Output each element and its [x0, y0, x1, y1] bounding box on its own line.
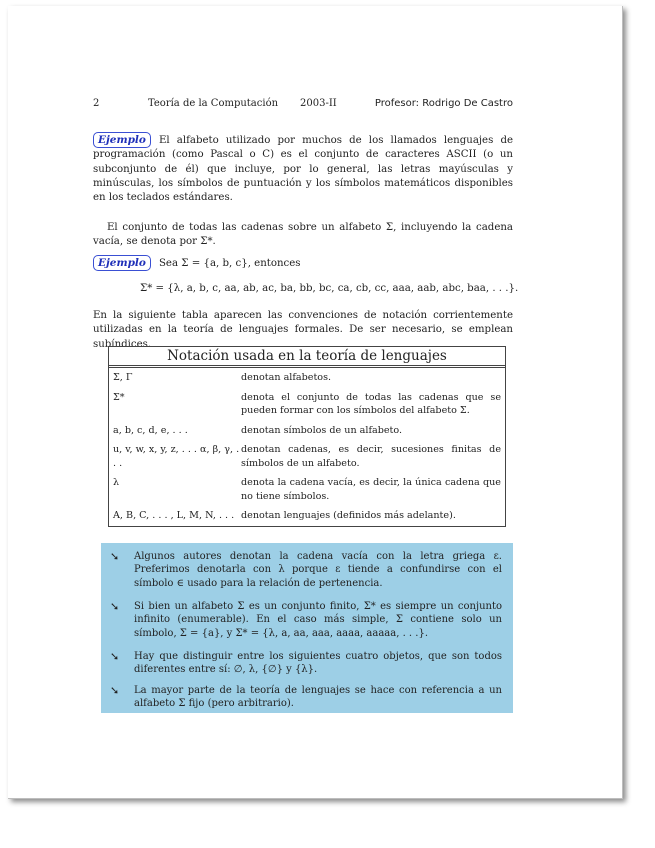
example-1-text: El alfabeto utilizado por muchos de los llamados lenguajes de programación (como Pascal o C) es el conjunto de caracteres ASCII (o un subconjunto de él) que incluye, por lo general, las letras mayúsculas y minúsculas, los símbolos de puntuación y los símbolos matemáticos disponibles en los teclados estándares.: [93, 135, 513, 204]
table-row: [109, 473, 505, 506]
table-row: [109, 421, 505, 441]
kleene-formula: Σ* = {λ, a, b, c, aa, ab, ac, ba, bb, bc, ca, cb, cc, aaa, aab, abc, baa, . . .}.: [140, 283, 519, 294]
term: 2003-II: [300, 98, 337, 109]
arrow-bullet-icon: ➘: [110, 550, 120, 563]
note-item: [112, 650, 502, 677]
note-text: Si bien un alfabeto Σ es un conjunto finito, Σ* es siempre un conjunto infinito (enumerable). En el caso más simple, Σ contiene solo un símbolo, Σ = {a}, y Σ* = {λ, a, aa, aaa, aaaa, aaaaa, . . .}.: [134, 601, 502, 639]
arrow-bullet-icon: ➘: [110, 600, 120, 613]
meaning-cell: denotan alfabetos.: [241, 372, 332, 383]
page-number: 2: [93, 98, 100, 109]
note-text: Algunos autores denotan la cadena vacía con la letra griega ε. Preferimos denotarla con λ porque ε tiende a confundirse con el símbolo ∈ usado para la relación de pertenencia.: [134, 551, 502, 589]
table-row: [109, 368, 505, 388]
meaning-cell: denota la cadena vacía, es decir, la única cadena que no tiene símbolos.: [241, 477, 501, 502]
arrow-bullet-icon: ➘: [110, 684, 120, 697]
notation-cell: a, b, c, d, e, . . .: [113, 424, 188, 436]
table-row: [109, 506, 505, 526]
notation-cell: u, v, w, x, y, z, . . . α, β, γ, . . .: [113, 444, 240, 469]
table-title: Notación usada en la teoría de lenguajes: [109, 347, 505, 366]
notation-cell: A, B, C, . . . , L, M, N, . . .: [113, 510, 235, 521]
example-tag: Ejemplo: [93, 132, 151, 148]
table-body: [109, 367, 505, 526]
notation-cell: λ: [113, 477, 120, 488]
example-2-text: Sea Σ = {a, b, c}, entonces: [158, 258, 301, 269]
note-item: [112, 684, 502, 711]
example-2: [93, 255, 513, 271]
meaning-cell: denotan lenguajes (definidos más adelante).: [241, 510, 456, 521]
notation-table: [108, 346, 506, 527]
arrow-bullet-icon: ➘: [110, 650, 120, 663]
note-item: [112, 600, 502, 640]
notation-cell: Σ, Γ: [113, 372, 133, 383]
kleene-paragraph: El conjunto de todas las cadenas sobre un alfabeto Σ, incluyendo la cadena vacía, se denota por Σ*.: [93, 222, 513, 248]
meaning-cell: denotan cadenas, es decir, sucesiones finitas de símbolos de un alfabeto.: [241, 444, 501, 469]
table-row: [109, 388, 505, 421]
example-tag: Ejemplo: [93, 255, 151, 271]
table-row: [109, 440, 505, 473]
meaning-cell: denota el conjunto de todas las cadenas que se pueden formar con los símbolos del alfabeto Σ.: [241, 391, 501, 416]
note-item: [112, 550, 502, 590]
meaning-cell: denotan símbolos de un alfabeto.: [241, 424, 403, 436]
running-header: [93, 98, 513, 109]
note-text: Hay que distinguir entre los siguientes cuatro objetos, que son todos diferentes entre sí: ∅, λ, {∅} y {λ}.: [134, 651, 502, 676]
notation-cell: Σ*: [113, 391, 125, 403]
table-intro-paragraph: En la siguiente tabla aparecen las convenciones de notación corrientemente utilizadas en la teoría de lenguajes formales. De ser necesario, se emplean subíndices.: [93, 310, 513, 350]
course-title: Teoría de la Computación: [148, 98, 279, 109]
example-1: [93, 132, 513, 205]
note-text: La mayor parte de la teoría de lenguajes se hace con referencia a un alfabeto Σ fijo (pero arbitrario).: [134, 685, 502, 710]
author: Profesor: Rodrigo De Castro: [374, 98, 513, 109]
